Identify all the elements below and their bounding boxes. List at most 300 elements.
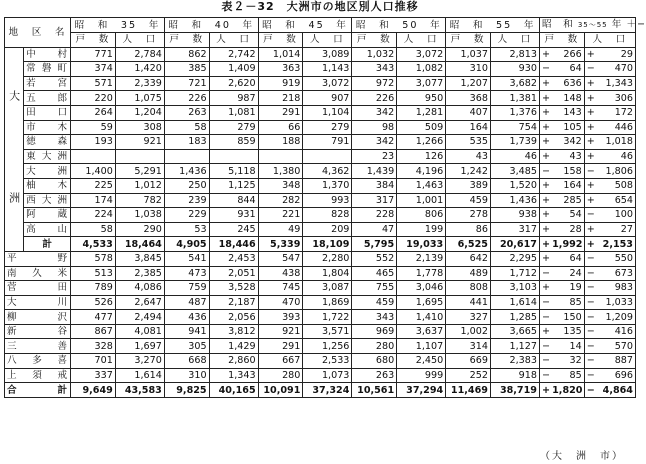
diff-value-cell: 32: [550, 354, 584, 369]
area-name: 八多喜: [5, 354, 71, 369]
households-cell: 552: [352, 251, 397, 266]
population-cell: [209, 149, 258, 164]
households-cell: 1,207: [446, 76, 491, 91]
population-cell: 1,614: [115, 368, 164, 383]
diff-value-cell: 306: [595, 91, 636, 106]
households-cell: 317: [352, 193, 397, 208]
table-row: [5, 310, 636, 325]
diff-value-cell: 285: [550, 193, 584, 208]
population-cell: 40,165: [209, 383, 258, 398]
population-cell: 2,742: [209, 47, 258, 62]
population-cell: 1,075: [115, 91, 164, 106]
diff-sign-cell: −: [539, 339, 550, 354]
area-name: 大川: [5, 295, 71, 310]
diff-sign-cell: −: [584, 266, 595, 281]
diff-sign-cell: −: [584, 354, 595, 369]
population-cell: 199: [397, 222, 446, 237]
households-cell: 86: [446, 222, 491, 237]
population-cell: 46: [490, 149, 539, 164]
diff-header-frac: 35〜55: [577, 21, 608, 29]
population-cell: 1,125: [209, 178, 258, 193]
households-cell: 972: [352, 76, 397, 91]
diff-value-cell: 100: [595, 208, 636, 223]
households-cell: 53: [164, 222, 209, 237]
households-cell: 11,469: [446, 383, 491, 398]
population-cell: 3,571: [303, 324, 352, 339]
district-name: 東大洲: [24, 149, 71, 164]
population-cell: 3,046: [397, 281, 446, 296]
population-cell: 1,697: [115, 339, 164, 354]
population-cell: 5,118: [209, 164, 258, 179]
population-header: 人 口: [115, 33, 164, 48]
table-row: [5, 120, 636, 135]
population-cell: [115, 149, 164, 164]
diff-sign-cell: +: [584, 105, 595, 120]
diff-value-cell: 4,864: [595, 383, 636, 398]
diff-sign-cell: +: [539, 193, 550, 208]
households-cell: 526: [71, 295, 116, 310]
table-row: [5, 178, 636, 193]
diff-value-cell: 1,820: [552, 384, 583, 396]
households-header: 戸 数: [164, 33, 209, 48]
population-cell: 126: [397, 149, 446, 164]
population-cell: 1,739: [490, 135, 539, 150]
population-header: 人 口: [397, 33, 446, 48]
diff-sign-cell: −: [539, 266, 550, 281]
population-cell: 3,270: [115, 354, 164, 369]
population-cell: 1,869: [303, 295, 352, 310]
district-name: 阿蔵: [24, 208, 71, 223]
region-label-ozu: 大 洲: [5, 47, 24, 251]
population-cell: 279: [303, 120, 352, 135]
population-cell: 37,324: [303, 383, 352, 398]
diff-value-cell: 416: [595, 324, 636, 339]
diff-value-cell: 266: [550, 47, 584, 62]
households-cell: 337: [71, 368, 116, 383]
diff-value-cell: 1,018: [595, 135, 636, 150]
population-cell: 1,695: [397, 295, 446, 310]
diff-sign-cell: +: [539, 237, 550, 252]
households-cell: 9,649: [71, 383, 116, 398]
diff-value-cell: 64: [550, 251, 584, 266]
population-header: 人 口: [584, 33, 635, 48]
table-row: [5, 62, 636, 77]
households-header: 戸 数: [352, 33, 397, 48]
diff-value-cell: 1,343: [595, 76, 636, 91]
population-cell: 290: [115, 222, 164, 237]
diff-sign-cell: −: [539, 62, 550, 77]
population-cell: 43,583: [115, 383, 164, 398]
table-row: [5, 339, 636, 354]
households-cell: 535: [446, 135, 491, 150]
households-cell: 667: [258, 354, 303, 369]
households-cell: 310: [164, 368, 209, 383]
population-cell: 918: [490, 368, 539, 383]
header-row-years: [5, 18, 636, 33]
area-name: 南久米: [5, 266, 71, 281]
year-header-35: 昭 和 35 年: [71, 18, 165, 33]
households-cell: 188: [258, 135, 303, 150]
table-row: [5, 354, 636, 369]
households-cell: 342: [352, 105, 397, 120]
households-cell: 541: [164, 251, 209, 266]
households-cell: 1,032: [352, 47, 397, 62]
population-header: 人 口: [303, 33, 352, 48]
subtotal-row: [5, 237, 636, 252]
population-cell: 37,294: [397, 383, 446, 398]
diff-sign-cell: −: [584, 383, 595, 398]
diff-value-cell: 28: [550, 222, 584, 237]
households-cell: 9,825: [164, 383, 209, 398]
population-cell: 3,637: [397, 324, 446, 339]
population-cell: 18,109: [303, 237, 352, 252]
population-cell: 1,012: [115, 178, 164, 193]
households-cell: 229: [164, 208, 209, 223]
diff-sign-cell: −: [539, 310, 550, 325]
table-title: 表２－32 大洲市の地区別人口推移: [221, 0, 419, 13]
households-cell: 701: [71, 354, 116, 369]
households-cell: [164, 149, 209, 164]
population-cell: 828: [303, 208, 352, 223]
diff-sign-cell: +: [584, 149, 595, 164]
population-cell: 4,362: [303, 164, 352, 179]
households-cell: 252: [446, 368, 491, 383]
diff-value-cell: 46: [595, 149, 636, 164]
population-cell: 2,784: [115, 47, 164, 62]
district-name: 若宮: [24, 76, 71, 91]
population-cell: 2,187: [209, 295, 258, 310]
district-name: 西大洲: [24, 193, 71, 208]
diff-value-cell: 172: [595, 105, 636, 120]
diff-sign-cell: −: [584, 295, 595, 310]
source-note: （大 洲 市）: [540, 451, 624, 462]
diff-sign-cell: +: [584, 135, 595, 150]
diff-value-cell: 673: [595, 266, 636, 281]
population-cell: 2,295: [490, 251, 539, 266]
diff-header-tail: 年 ＋−: [611, 19, 646, 30]
population-cell: 1,429: [209, 339, 258, 354]
households-cell: 578: [71, 251, 116, 266]
district-name: 市木: [24, 120, 71, 135]
area-name: 柳沢: [5, 310, 71, 325]
households-header: 戸 数: [71, 33, 116, 48]
diff-sign-cell: −: [584, 251, 595, 266]
households-cell: 441: [446, 295, 491, 310]
population-cell: 1,073: [303, 368, 352, 383]
households-cell: 642: [446, 251, 491, 266]
table-row: [5, 164, 636, 179]
area-header: 地 区 名: [5, 18, 71, 48]
population-cell: 18,464: [115, 237, 164, 252]
header-row-units: [5, 33, 636, 48]
population-cell: 1,722: [303, 310, 352, 325]
diff-value-cell: 446: [595, 120, 636, 135]
households-cell: 239: [164, 193, 209, 208]
diff-sign-cell: +: [539, 135, 550, 150]
table-row: [5, 91, 636, 106]
district-name: 徳森: [24, 135, 71, 150]
households-cell: 66: [258, 120, 303, 135]
table-body: [5, 47, 636, 397]
population-cell: 1,370: [303, 178, 352, 193]
households-cell: 477: [71, 310, 116, 325]
population-cell: 2,620: [209, 76, 258, 91]
population-cell: 1,804: [303, 266, 352, 281]
households-cell: 668: [164, 354, 209, 369]
diff-sign-cell: +: [539, 383, 550, 398]
diff-value-cell: 43: [550, 149, 584, 164]
households-cell: 280: [352, 339, 397, 354]
households-cell: 941: [164, 324, 209, 339]
diff-sign-cell: −: [539, 354, 550, 369]
area-name: 菅田: [5, 281, 71, 296]
households-cell: 58: [164, 120, 209, 135]
table-row: [5, 76, 636, 91]
households-cell: 343: [352, 62, 397, 77]
diff-sign-cell: −: [539, 295, 550, 310]
households-cell: 4,533: [71, 237, 116, 252]
households-cell: 98: [352, 120, 397, 135]
households-cell: 47: [352, 222, 397, 237]
year-header-55: 昭 和 55 年: [446, 18, 540, 33]
households-cell: 183: [164, 135, 209, 150]
diff-value-cell: 1,992: [552, 238, 583, 250]
households-cell: 385: [164, 62, 209, 77]
table-row: [5, 208, 636, 223]
households-cell: 919: [258, 76, 303, 91]
population-cell: 3,682: [490, 76, 539, 91]
population-cell: 1,376: [490, 105, 539, 120]
households-cell: 250: [164, 178, 209, 193]
district-name: 柚木: [24, 178, 71, 193]
diff-sign-cell: +: [539, 47, 550, 62]
population-cell: 3,072: [303, 76, 352, 91]
households-cell: 10,091: [258, 383, 303, 398]
population-cell: 1,107: [397, 339, 446, 354]
population-cell: 509: [397, 120, 446, 135]
population-cell: 308: [115, 120, 164, 135]
households-header: 戸 数: [258, 33, 303, 48]
diff-value-cell: 696: [595, 368, 636, 383]
population-cell: 791: [303, 135, 352, 150]
households-cell: 368: [446, 91, 491, 106]
households-cell: 264: [71, 105, 116, 120]
households-cell: 669: [446, 354, 491, 369]
population-cell: 3,089: [303, 47, 352, 62]
population-cell: 938: [490, 208, 539, 223]
grand-total-label: 合計: [5, 383, 71, 398]
diff-value-cell: 470: [595, 62, 636, 77]
population-cell: 20,617: [490, 237, 539, 252]
population-cell: 18,446: [209, 237, 258, 252]
households-cell: 363: [258, 62, 303, 77]
population-cell: 317: [490, 222, 539, 237]
population-cell: 1,436: [490, 193, 539, 208]
diff-value-cell: 508: [595, 178, 636, 193]
households-cell: 487: [164, 295, 209, 310]
households-cell: 278: [446, 208, 491, 223]
households-cell: 6,525: [446, 237, 491, 252]
district-name: 高山: [24, 222, 71, 237]
population-cell: 3,485: [490, 164, 539, 179]
households-cell: 310: [446, 62, 491, 77]
diff-value-cell: 1,033: [595, 295, 636, 310]
diff-sign-cell: +: [539, 120, 550, 135]
diff-sign-cell: +: [584, 178, 595, 193]
population-cell: 1,381: [490, 91, 539, 106]
table-row: [5, 193, 636, 208]
households-cell: 921: [258, 324, 303, 339]
diff-sign-cell: −: [584, 281, 595, 296]
population-cell: 1,285: [490, 310, 539, 325]
population-cell: 3,665: [490, 324, 539, 339]
population-cell: 1,081: [209, 105, 258, 120]
households-cell: 314: [446, 339, 491, 354]
diff-header: [539, 18, 646, 33]
diff-sign-cell: +: [584, 237, 595, 252]
households-cell: 547: [258, 251, 303, 266]
households-cell: 291: [258, 339, 303, 354]
diff-header-top: 昭 和: [541, 19, 574, 30]
households-cell: 571: [71, 76, 116, 91]
diff-value-cell: 85: [550, 295, 584, 310]
households-cell: 5,795: [352, 237, 397, 252]
households-cell: 438: [258, 266, 303, 281]
households-cell: 862: [164, 47, 209, 62]
diff-value-cell: 150: [550, 310, 584, 325]
population-cell: 2,139: [397, 251, 446, 266]
households-cell: 867: [71, 324, 116, 339]
households-cell: 342: [352, 135, 397, 150]
households-cell: 225: [71, 178, 116, 193]
population-cell: 245: [209, 222, 258, 237]
households-cell: 328: [71, 339, 116, 354]
diff-sign-cell: −: [584, 368, 595, 383]
households-cell: 808: [446, 281, 491, 296]
population-cell: 844: [209, 193, 258, 208]
diff-sign-cell: +: [539, 281, 550, 296]
year-header-45: 昭 和 45 年: [258, 18, 352, 33]
population-cell: 1,343: [209, 368, 258, 383]
diff-sign-cell: +: [539, 91, 550, 106]
households-cell: 1,242: [446, 164, 491, 179]
households-cell: 459: [446, 193, 491, 208]
population-cell: 921: [115, 135, 164, 150]
households-cell: 969: [352, 324, 397, 339]
diff-sign-cell: −: [584, 310, 595, 325]
population-cell: 1,143: [303, 62, 352, 77]
population-cell: 859: [209, 135, 258, 150]
area-name: 新谷: [5, 324, 71, 339]
table-row: [5, 295, 636, 310]
population-cell: 754: [490, 120, 539, 135]
households-cell: 1,436: [164, 164, 209, 179]
diff-value-cell: 654: [595, 193, 636, 208]
population-cell: 3,077: [397, 76, 446, 91]
diff-sign-cell: −: [539, 368, 550, 383]
households-cell: 263: [164, 105, 209, 120]
diff-value-cell: 342: [550, 135, 584, 150]
households-cell: 745: [258, 281, 303, 296]
year-header-40: 昭 和 40 年: [164, 18, 258, 33]
households-cell: 407: [446, 105, 491, 120]
table-row: [5, 266, 636, 281]
households-cell: 305: [164, 339, 209, 354]
population-cell: 19,033: [397, 237, 446, 252]
population-cell: 1,281: [397, 105, 446, 120]
diff-value-cell: 570: [595, 339, 636, 354]
population-cell: 950: [397, 91, 446, 106]
table-row: [5, 47, 636, 62]
households-cell: 226: [352, 91, 397, 106]
diff-value-cell: 887: [595, 354, 636, 369]
population-cell: 209: [303, 222, 352, 237]
population-cell: 987: [209, 91, 258, 106]
diff-value-cell: 1,806: [595, 164, 636, 179]
diff-sign-cell: +: [584, 47, 595, 62]
population-header: 人 口: [490, 33, 539, 48]
diff-sign-cell: −: [584, 208, 595, 223]
diff-sign-cell: +: [539, 149, 550, 164]
population-cell: 4,086: [115, 281, 164, 296]
diff-sign-cell: +: [584, 193, 595, 208]
diff-sign-cell: +: [539, 222, 550, 237]
households-cell: [258, 149, 303, 164]
diff-value-cell: 105: [550, 120, 584, 135]
households-cell: 384: [352, 178, 397, 193]
population-cell: 2,494: [115, 310, 164, 325]
diff-sign-cell: −: [584, 324, 595, 339]
population-cell: 1,410: [397, 310, 446, 325]
diff-sign-cell: −: [584, 164, 595, 179]
households-cell: 327: [446, 310, 491, 325]
households-cell: 470: [258, 295, 303, 310]
population-cell: 1,409: [209, 62, 258, 77]
population-cell: 1,614: [490, 295, 539, 310]
table-row: [5, 281, 636, 296]
diff-sign-cell: +: [584, 76, 595, 91]
population-cell: 999: [397, 368, 446, 383]
district-name: 田口: [24, 105, 71, 120]
area-name: 上須戒: [5, 368, 71, 383]
population-cell: 2,383: [490, 354, 539, 369]
households-cell: 164: [446, 120, 491, 135]
diff-sign-cell: +: [584, 120, 595, 135]
households-cell: 459: [352, 295, 397, 310]
households-cell: 759: [164, 281, 209, 296]
population-table: [4, 17, 646, 398]
population-cell: 806: [397, 208, 446, 223]
households-cell: 1,037: [446, 47, 491, 62]
diff-sign-cell: −: [539, 164, 550, 179]
population-cell: 1,256: [303, 339, 352, 354]
households-header: 戸 数: [539, 33, 584, 48]
population-cell: 930: [490, 62, 539, 77]
diff-value-cell: 636: [550, 76, 584, 91]
population-cell: 1,082: [397, 62, 446, 77]
population-cell: 2,385: [115, 266, 164, 281]
households-cell: 58: [71, 222, 116, 237]
households-cell: 473: [164, 266, 209, 281]
households-cell: 1,439: [352, 164, 397, 179]
diff-sign-cell: +: [584, 222, 595, 237]
population-cell: 2,056: [209, 310, 258, 325]
households-cell: 291: [258, 105, 303, 120]
households-cell: 220: [71, 91, 116, 106]
households-cell: 680: [352, 354, 397, 369]
households-cell: 228: [352, 208, 397, 223]
population-cell: 3,087: [303, 281, 352, 296]
